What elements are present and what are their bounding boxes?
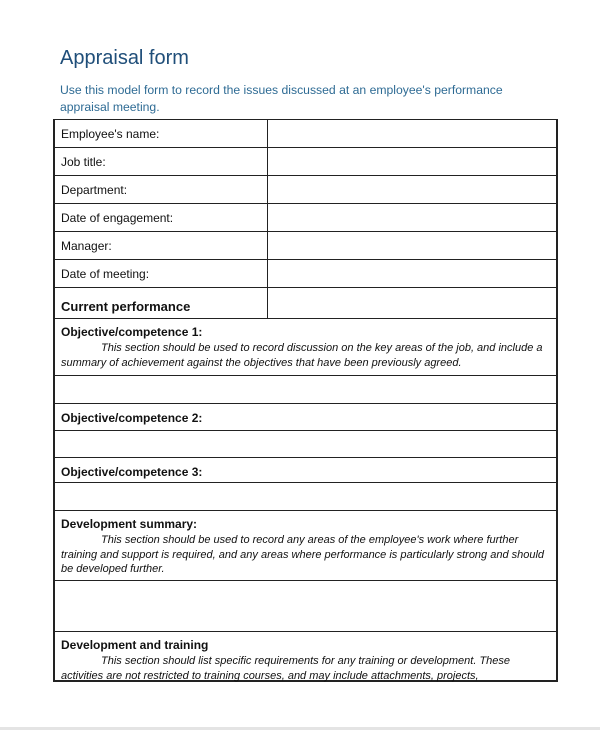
field-row-date-of-engagement (55, 203, 556, 231)
field-label: Department: (61, 183, 128, 197)
development-summary-row (55, 510, 556, 580)
objective-1-row (55, 318, 556, 375)
field-row-employee-name (55, 119, 556, 147)
page-title: Appraisal form (60, 47, 189, 69)
development-summary-note: This section should be used to record any areas of the employee's work where further training and support is required, and any areas where performance is particularly strong and should be developed further. (61, 534, 545, 575)
objective-3-input[interactable] (55, 482, 556, 510)
objective-3-row (55, 457, 556, 482)
field-row-date-of-meeting (55, 259, 556, 287)
field-value-cell[interactable] (267, 120, 268, 147)
current-performance-cell[interactable] (267, 288, 268, 318)
development-summary-label: Development summary: (61, 517, 198, 531)
field-row-job-title (55, 147, 556, 175)
development-training-note: This section should list specific requirements for any training or development. These activities are not restricted to training courses, and may include attachments, projects, (61, 655, 511, 682)
objective-1-note: This section should be used to record discussion on the key areas of the job, and include a summary of achievement against the objectives that have been previously agreed. (61, 342, 543, 369)
field-row-manager (55, 231, 556, 259)
objective-1-label: Objective/competence 1: (61, 325, 203, 339)
field-label: Manager: (61, 239, 112, 253)
field-label: Employee's name: (61, 127, 160, 141)
field-value-cell[interactable] (267, 204, 268, 231)
field-label: Date of engagement: (61, 211, 174, 225)
objective-2-input[interactable] (55, 430, 556, 457)
development-training-row (55, 631, 556, 682)
field-label: Date of meeting: (61, 267, 150, 281)
field-row-department (55, 175, 556, 203)
field-value-cell[interactable] (267, 260, 268, 287)
objective-1-input[interactable] (55, 375, 556, 403)
objective-2-row (55, 403, 556, 430)
field-value-cell[interactable] (267, 176, 268, 203)
field-value-cell[interactable] (267, 148, 268, 175)
development-summary-input[interactable] (55, 580, 556, 631)
development-training-label: Development and training (61, 638, 209, 652)
intro-text: Use this model form to record the issues discussed at an employee's performance appraisal meeting. (60, 83, 503, 114)
objective-2-label: Objective/competence 2: (61, 411, 203, 425)
appraisal-table (53, 119, 558, 682)
objective-3-label: Objective/competence 3: (61, 465, 203, 479)
field-label: Job title: (61, 155, 106, 169)
current-performance-heading: Current performance (61, 299, 191, 314)
current-performance-row (55, 287, 556, 318)
field-value-cell[interactable] (267, 232, 268, 259)
